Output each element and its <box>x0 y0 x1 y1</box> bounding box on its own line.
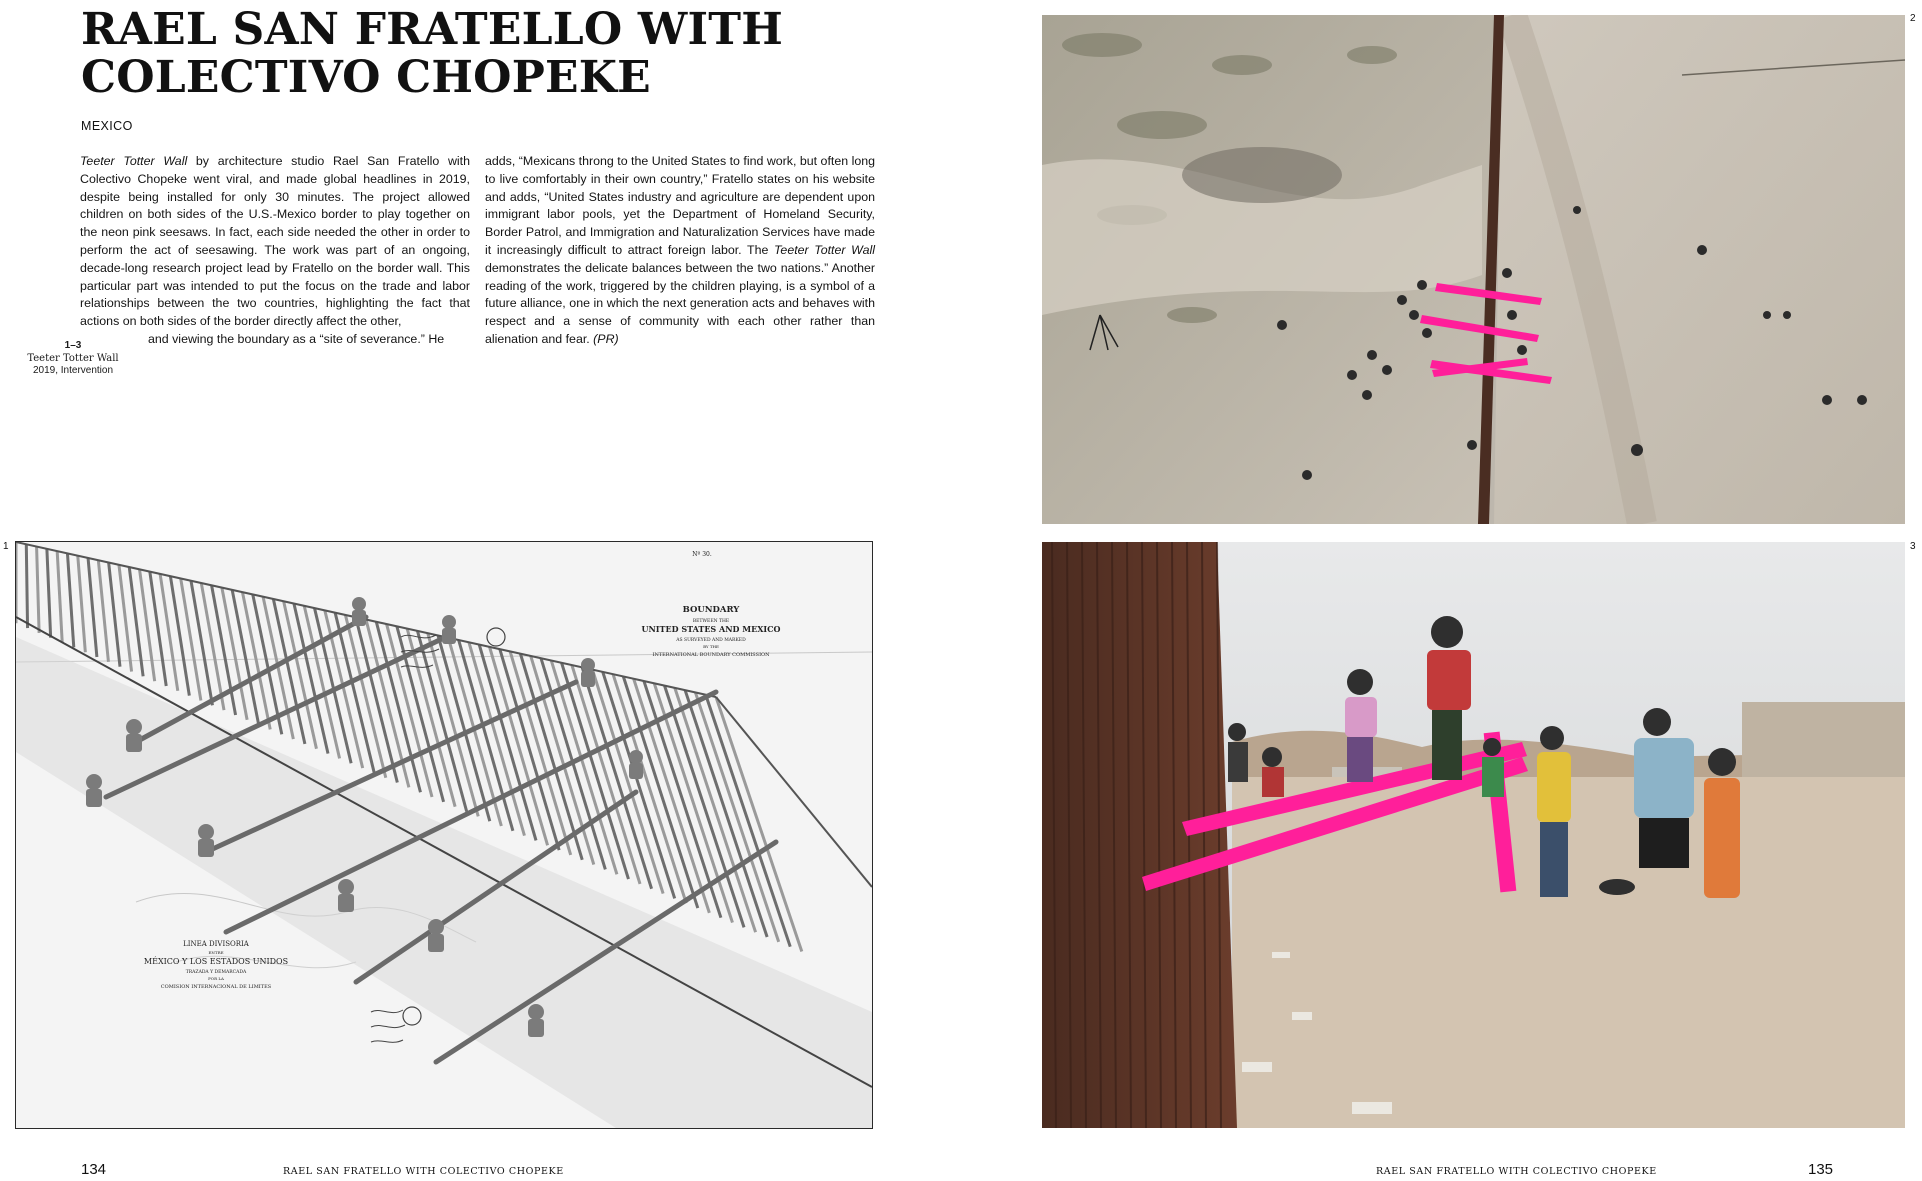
title-line-2: COLECTIVO CHOPEKE <box>81 52 651 103</box>
body-paragraph: by architecture studio Rael San Fratello with Colectivo Chopeke went viral, and made global headlines in 2019, despite being installed for only 30 minutes. The project allowed children on both sides of the U.S.-Mexico border to play together on the neon pink seesaws. In fact, each side needed the other in order to perform the act of seesawing. The work was part of an ongoing, decade-long research project lead by Fratello on the border wall. This particular part was intended to put the focus on the trade and labor relationships between the two countries, highlighting the fact that actions on both sides of the border directly affect the other, <box>80 154 470 329</box>
country-label: MEXICO <box>81 119 133 133</box>
page-title <box>81 6 801 102</box>
svg-text:AS SURVEYED AND MARKED: AS SURVEYED AND MARKED <box>676 638 746 643</box>
caption-numbers: 1–3 <box>64 340 82 351</box>
body-paragraph: demonstrates the delicate balances between the two nations.” Another reading of the work, triggered by the children playing, is a symbol of a future alliance, one in which the next generation acts and behaves with respect and a sense of community with each other rather than alienation and fear. <box>485 260 875 346</box>
figure-caption <box>18 340 128 378</box>
aerial-border-photo <box>1042 15 1905 524</box>
body-column-right <box>485 153 875 349</box>
svg-text:POR LA: POR LA <box>208 976 224 981</box>
title-line-1: RAEL SAN FRATELLO WITH <box>81 4 783 55</box>
artwork-title-italic: Teeter Totter Wall <box>80 154 188 168</box>
body-paragraph-end: and viewing the boundary as a “site of severance.” He <box>148 331 445 346</box>
figure-number-1: 1 <box>3 541 9 552</box>
page-number-left: 134 <box>81 1161 107 1178</box>
figure-number-2: 2 <box>1910 13 1916 24</box>
body-paragraph: adds, “Mexicans throng to the United States to find work, but often long to live comfortably in their own country,” Fratello states on his website and adds, “United States industry and agriculture are dependent upon immigrant labor pools, yet the Department of Homeland Security, Border Patrol, and Immigration and Naturalization Services have made it increasingly difficult to attract foreign labor. The <box>485 154 875 257</box>
svg-text:UNITED STATES AND MEXICO: UNITED STATES AND MEXICO <box>641 624 781 634</box>
caption-detail: 2019, Intervention <box>32 365 114 376</box>
figure-2-aerial-photo <box>1042 15 1905 524</box>
boundary-title: BOUNDARY <box>682 605 740 615</box>
figure-3-ground-photo <box>1042 542 1905 1128</box>
page-number-right: 135 <box>1808 1161 1834 1178</box>
body-column-left <box>80 153 470 349</box>
seesaw-wall-drawing <box>16 542 872 1128</box>
seesaw-children-photo <box>1042 542 1905 1128</box>
running-head-right: RAEL SAN FRATELLO WITH COLECTIVO CHOPEKE <box>1376 1166 1657 1177</box>
svg-text:COMISION INTERNACIONAL DE LIMI: COMISION INTERNACIONAL DE LIMITES <box>160 984 272 990</box>
svg-text:LINEA DIVISORIA: LINEA DIVISORIA <box>183 940 249 948</box>
svg-text:BY THE: BY THE <box>703 644 719 649</box>
svg-text:BETWEEN THE: BETWEEN THE <box>692 619 730 624</box>
svg-text:MÉXICO Y LOS ESTADOS UNIDOS: MÉXICO Y LOS ESTADOS UNIDOS <box>143 957 289 966</box>
figure-1-drawing <box>15 541 873 1129</box>
figure-number-3: 3 <box>1910 541 1916 552</box>
sheet-number: Nº 30. <box>692 551 712 558</box>
svg-text:ENTRE: ENTRE <box>208 950 224 955</box>
running-head-left: RAEL SAN FRATELLO WITH COLECTIVO CHOPEKE <box>283 1166 564 1177</box>
caption-title: Teeter Totter Wall <box>27 352 119 364</box>
author-credit: (PR) <box>593 331 619 346</box>
svg-text:INTERNATIONAL BOUNDARY COMMISS: INTERNATIONAL BOUNDARY COMMISSION <box>652 652 770 658</box>
svg-text:TRAZADA Y DEMARCADA: TRAZADA Y DEMARCADA <box>185 970 247 975</box>
artwork-title-italic: Teeter Totter Wall <box>774 242 875 257</box>
